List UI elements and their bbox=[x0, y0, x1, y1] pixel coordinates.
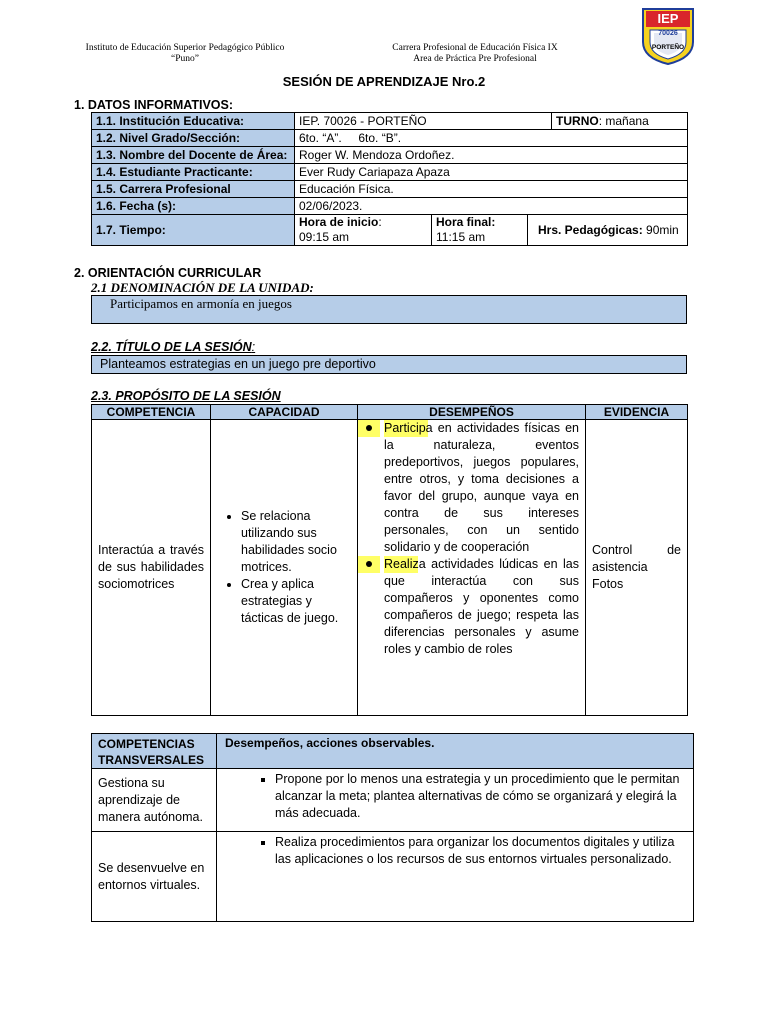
hrs-label: Hrs. Pedagógicas: bbox=[538, 223, 643, 237]
unidad-value: Participamos en armonía en juegos bbox=[91, 295, 687, 324]
unidad-heading: 2.1 DENOMINACIÓN DE LA UNIDAD: bbox=[91, 280, 314, 295]
section-datos-heading: 1. DATOS INFORMATIVOS: bbox=[74, 98, 234, 112]
competencia-cell bbox=[92, 420, 211, 716]
datos-value: Roger W. Mendoza Ordoñez. bbox=[295, 147, 688, 164]
desempeno-text: Participa en actividades físicas en la naturaleza, eventos predeportivos, juegos populares, entre otros, y toma decisiones a favor del grupo, aunque vaya en contra de sus intereses personales, con un sentido solidario y de cooperación bbox=[384, 421, 579, 554]
desempeno-text: Realiza actividades lúdicas en las que interactúa con sus compañeros y oponentes como compañeros de juego; respeta las diferencias personales y asume roles y cambio de roles bbox=[384, 557, 579, 656]
hrs-pedagogicas-cell bbox=[528, 215, 688, 246]
transversal-desempeno-cell bbox=[217, 832, 694, 922]
datos-row bbox=[92, 164, 688, 181]
hora-final-label: Hora final: bbox=[436, 215, 496, 229]
hora-inicio-label: Hora de inicio bbox=[299, 215, 379, 229]
sesion-heading-colon: : bbox=[251, 340, 256, 354]
logo-iep-text: IEP bbox=[657, 11, 679, 26]
datos-value: 6to. “A”. 6to. “B”. bbox=[295, 130, 688, 147]
institute-city: “Puno” bbox=[171, 54, 199, 64]
list-item bbox=[362, 420, 579, 556]
competencia-text: Interactúa a través de sus habilidades sociomotrices bbox=[98, 543, 204, 591]
school-logo bbox=[640, 6, 696, 66]
datos-value: IEP. 70026 - PORTEÑO bbox=[295, 113, 552, 130]
datos-value: Educación Física. bbox=[295, 181, 688, 198]
highlight-bullet-icon bbox=[358, 420, 380, 437]
hora-final-value: 11:15 am bbox=[436, 230, 486, 244]
transversal-competencia: Se desenvuelve en entornos virtuales. bbox=[92, 832, 217, 922]
institute-name: Instituto de Educación Superior Pedagógico Público bbox=[85, 43, 285, 53]
proposito-table bbox=[91, 404, 688, 716]
tiempo-label: 1.7. Tiempo: bbox=[92, 215, 295, 246]
capacidad-cell bbox=[211, 420, 358, 716]
list-item: ▪ Realiza procedimientos para organizar los documentos digitales y utiliza las aplicaciones o los recursos de sus entornos virtuales personalizado. bbox=[275, 834, 689, 868]
sesion-heading bbox=[91, 340, 255, 354]
datos-label: 1.6. Fecha (s): bbox=[92, 198, 295, 215]
sesion-value: Planteamos estrategias en un juego pre deportivo bbox=[91, 355, 687, 374]
turno-label: TURNO bbox=[556, 114, 599, 128]
hora-inicio-value: 09:15 am bbox=[299, 230, 350, 244]
transversales-header-row bbox=[92, 734, 694, 769]
logo-porteno: PORTEÑO bbox=[651, 44, 685, 51]
datos-label: 1.2. Nivel Grado/Sección: bbox=[92, 130, 295, 147]
col-desempenos: DESEMPEÑOS bbox=[358, 405, 586, 420]
col-competencia: COMPETENCIA bbox=[92, 405, 211, 420]
datos-value: 02/06/2023. bbox=[295, 198, 688, 215]
datos-label: 1.1. Institución Educativa: bbox=[92, 113, 295, 130]
col-desempenos-acciones: Desempeños, acciones observables. bbox=[217, 734, 694, 769]
datos-label: 1.3. Nombre del Docente de Área: bbox=[92, 147, 295, 164]
transversal-competencia: Gestiona su aprendizaje de manera autónoma. bbox=[92, 769, 217, 832]
desempenos-cell bbox=[358, 420, 586, 716]
hrs-value: 90min bbox=[642, 223, 679, 237]
practice-area: Area de Práctica Pre Profesional bbox=[413, 54, 537, 64]
datos-row bbox=[92, 198, 688, 215]
desempenos-list bbox=[362, 420, 579, 658]
col-capacidad: CAPACIDAD bbox=[211, 405, 358, 420]
turno-cell bbox=[552, 113, 688, 130]
datos-value: Ever Rudy Cariapaza Apaza bbox=[295, 164, 688, 181]
list-item: • Crea y aplica estrategias y tácticas de juego. bbox=[241, 576, 353, 627]
logo-number: 70026 bbox=[658, 30, 678, 37]
page-title: SESIÓN DE APRENDIZAJE Nro.2 bbox=[282, 74, 486, 89]
hora-inicio-cell bbox=[295, 215, 432, 246]
hora-final-cell bbox=[432, 215, 528, 246]
datos-label: 1.5. Carrera Profesional bbox=[92, 181, 295, 198]
datos-row bbox=[92, 181, 688, 198]
list-item bbox=[362, 556, 579, 658]
datos-row bbox=[92, 130, 688, 147]
table-row bbox=[92, 769, 694, 832]
datos-label: 1.4. Estudiante Practicante: bbox=[92, 164, 295, 181]
col-evidencia: EVIDENCIA bbox=[586, 405, 688, 420]
career-header bbox=[360, 43, 590, 65]
sesion-heading-text: 2.2. TÍTULO DE LA SESIÓN bbox=[91, 340, 252, 354]
datos-row bbox=[92, 113, 688, 130]
list-item: ▪ Propone por lo menos una estrategia y un procedimiento que le permitan alcanzar la meta; plantea alternativas de cómo se organizará y elegirá la más adecuada. bbox=[275, 771, 689, 822]
table-row bbox=[92, 832, 694, 922]
proposito-heading: 2.3. PROPÓSITO DE LA SESIÓN bbox=[91, 389, 281, 403]
highlight-bullet-icon bbox=[358, 556, 380, 573]
evidencia-text: Control de asistencia Fotos bbox=[592, 543, 681, 591]
col-competencias-transversales: COMPETENCIAS TRANSVERSALES bbox=[92, 734, 217, 769]
evidencia-cell bbox=[586, 420, 688, 716]
proposito-content-row bbox=[92, 420, 688, 716]
section-orientacion-heading: 2. ORIENTACIÓN CURRICULAR bbox=[74, 266, 262, 280]
list-item: • Se relaciona utilizando sus habilidades socio motrices. bbox=[241, 508, 353, 576]
proposito-header-row bbox=[92, 405, 688, 420]
career-name: Carrera Profesional de Educación Física IX bbox=[392, 43, 558, 53]
turno-value: : mañana bbox=[598, 114, 649, 128]
transversal-desempeno-list bbox=[221, 834, 689, 868]
hora-inicio-colon: : bbox=[378, 215, 382, 229]
datos-row bbox=[92, 147, 688, 164]
transversal-desempeno-list bbox=[221, 771, 689, 822]
transversal-desempeno-cell bbox=[217, 769, 694, 832]
capacidad-list bbox=[219, 508, 353, 627]
transversales-table bbox=[91, 733, 694, 922]
datos-table bbox=[91, 112, 688, 246]
tiempo-row bbox=[92, 215, 688, 246]
institute-header bbox=[60, 43, 310, 65]
